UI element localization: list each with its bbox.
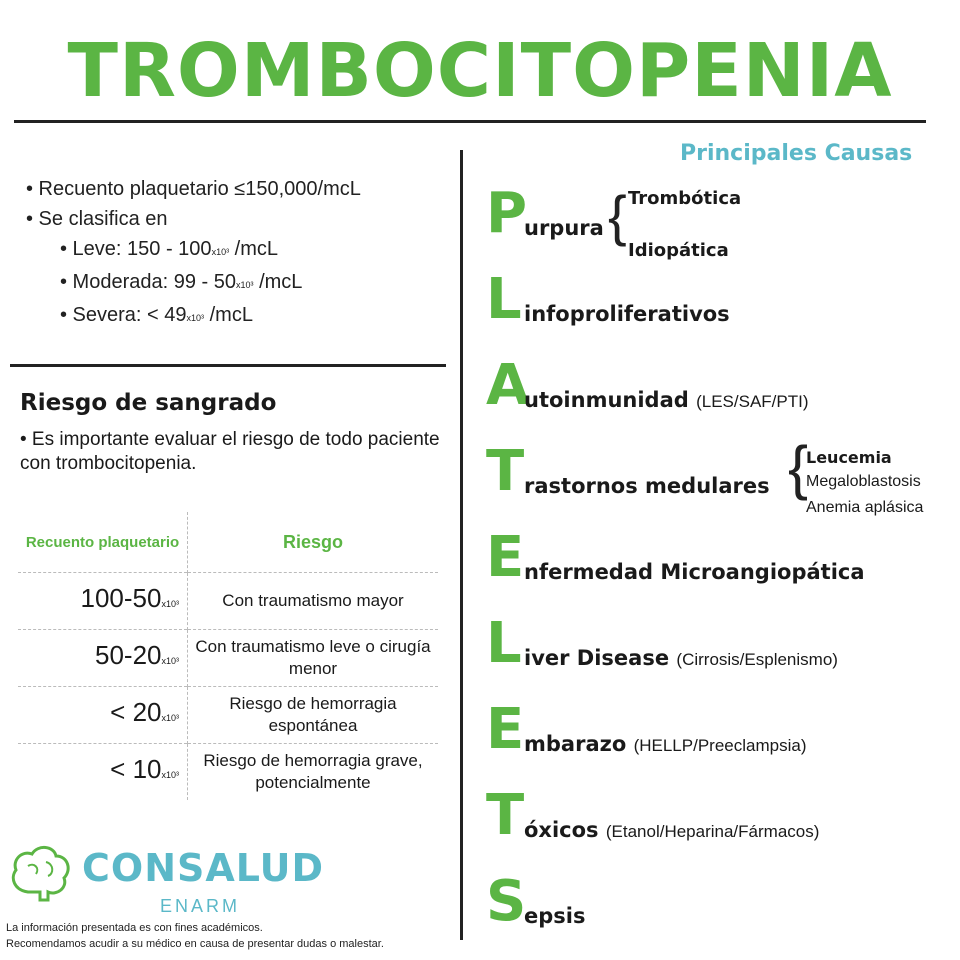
logo-name: CONSALUD <box>82 846 325 890</box>
cause-word: urpura <box>524 216 604 240</box>
section-divider <box>10 364 446 367</box>
cause-item <box>486 353 926 418</box>
marrow-type-2: Anemia aplásica <box>806 499 924 516</box>
cause-note: (LES/SAF/PTI) <box>696 392 809 411</box>
cause-word: infoproliferativos <box>524 302 730 326</box>
risk-count: 50-20x10³ <box>18 630 188 687</box>
cause-word: epsis <box>524 904 586 928</box>
cause-word: utoinmunidad (LES/SAF/PTI) <box>524 388 809 412</box>
cause-item <box>486 611 926 676</box>
cause-word: mbarazo (HELLP/Preeclampsia) <box>524 732 807 756</box>
risk-level: Con traumatismo leve o cirugía menor <box>188 630 439 687</box>
risk-table-row <box>18 573 438 630</box>
risk-table <box>18 512 438 800</box>
purpura-type-0: Trombótica <box>628 188 742 209</box>
risk-count: < 20x10³ <box>18 687 188 744</box>
cause-letter: L <box>486 267 522 332</box>
marrow-brace: { <box>788 434 809 501</box>
footer-line-1: La información presentada es con fines académicos. <box>6 922 263 934</box>
class-severe: • Severa: < 49x10³ /mcL <box>60 304 253 326</box>
cause-note: (Cirrosis/Esplenismo) <box>676 650 838 669</box>
cause-note: (HELLP/Preeclampsia) <box>633 736 807 755</box>
purpura-type-1: Idiopática <box>628 240 729 261</box>
title-divider <box>14 120 926 123</box>
risk-table-header-risk: Riesgo <box>282 531 343 552</box>
cause-letter: P <box>486 181 528 246</box>
risk-level: Riesgo de hemorragia espontánea <box>188 687 439 744</box>
footer-line-2: Recomendamos acudir a su médico en causa de presentar dudas o malestar. <box>6 938 384 950</box>
cause-letter: E <box>486 525 525 590</box>
class-mild: • Leve: 150 - 100x10³ /mcL <box>60 238 278 260</box>
cause-word: rastornos medulares <box>524 474 770 498</box>
risk-count: 100-50x10³ <box>18 573 188 630</box>
causes-heading: Principales Causas <box>680 141 913 166</box>
risk-table-header-count: Recuento plaquetario <box>18 512 188 573</box>
risk-count: < 10x10³ <box>18 744 188 801</box>
class-moderate: • Moderada: 99 - 50x10³ /mcL <box>60 271 303 293</box>
cause-item <box>486 697 926 762</box>
cause-word: nfermedad Microangiopática <box>524 560 865 584</box>
marrow-type-1: Megaloblastosis <box>806 473 921 490</box>
definition-count: • Recuento plaquetario ≤150,000/mcL <box>26 178 361 200</box>
cause-note: (Etanol/Heparina/Fármacos) <box>605 822 820 841</box>
purpura-brace: { <box>608 184 627 247</box>
definition-classify: • Se clasifica en <box>26 208 168 230</box>
marrow-type-0: Leucemia <box>806 448 892 467</box>
cause-word: óxicos (Etanol/Heparina/Fármacos) <box>524 818 820 842</box>
cause-letter: T <box>486 783 525 848</box>
risk-table-row <box>18 744 438 801</box>
cause-letter: L <box>486 611 522 676</box>
cause-letter: T <box>486 439 525 504</box>
bleeding-heading: Riesgo de sangrado <box>20 390 277 416</box>
cause-letter: A <box>486 353 530 418</box>
risk-level: Riesgo de hemorragia grave, potencialmente <box>188 744 439 801</box>
cause-item <box>486 869 926 934</box>
cause-item <box>486 525 926 590</box>
cause-letter: S <box>486 869 527 934</box>
bleeding-text: • Es importante evaluar el riesgo de todo paciente con trombocitopenia. <box>20 429 440 474</box>
brain-logo-icon <box>8 842 74 904</box>
risk-level: Con traumatismo mayor <box>188 573 439 630</box>
cause-word: iver Disease (Cirrosis/Esplenismo) <box>524 646 838 670</box>
cause-item <box>486 783 926 848</box>
risk-table-row <box>18 687 438 744</box>
page-title: TROMBOCITOPENIA <box>67 28 893 114</box>
cause-item <box>486 267 926 332</box>
cause-letter: E <box>486 697 525 762</box>
footer-disclaimer <box>6 920 384 952</box>
definition-list <box>26 174 361 333</box>
risk-table-row <box>18 630 438 687</box>
column-divider <box>460 150 463 940</box>
logo-sub: ENARM <box>160 896 241 916</box>
